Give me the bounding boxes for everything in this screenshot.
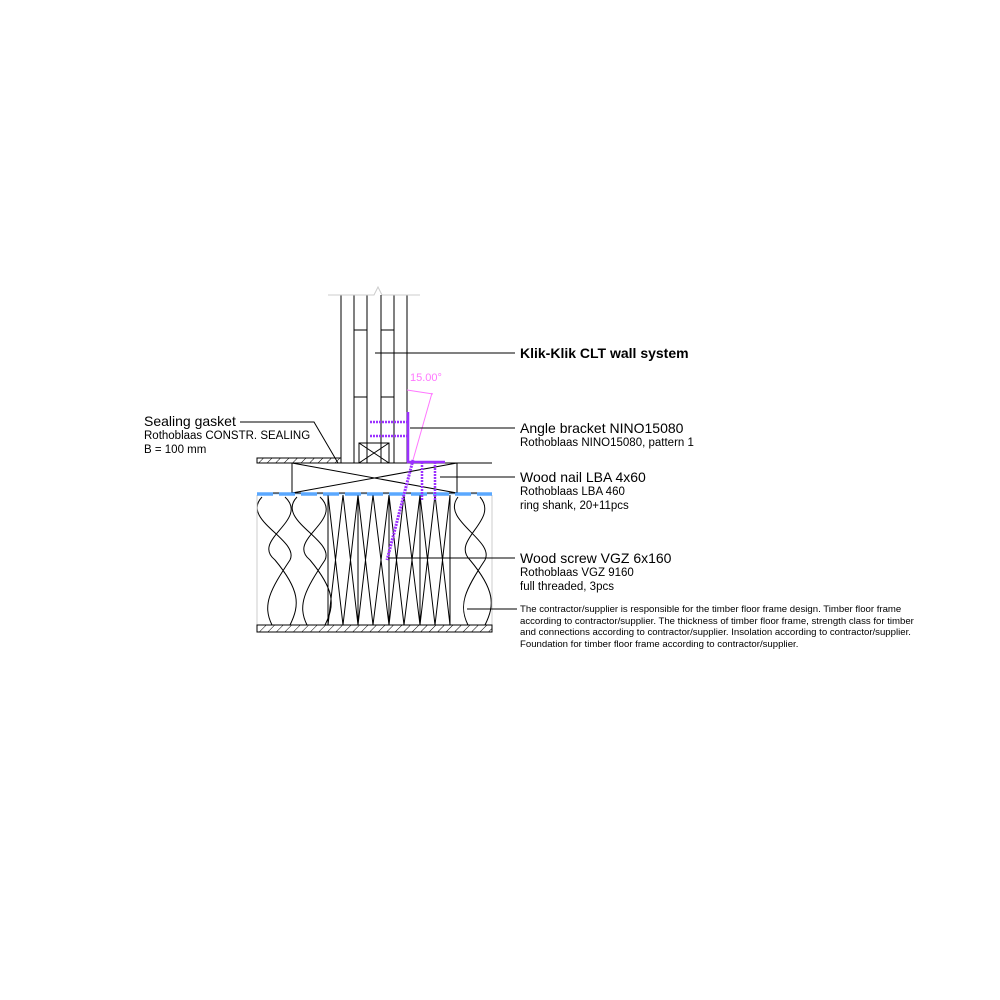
bracket-label bbox=[520, 420, 694, 450]
gasket-line2: B = 100 mm bbox=[144, 444, 207, 456]
angle-dimension: 15.00° bbox=[410, 372, 442, 384]
screw-title: Wood screw VGZ 6x160 bbox=[520, 550, 672, 566]
screw-label bbox=[520, 550, 671, 594]
nail-title: Wood nail LBA 4x60 bbox=[520, 469, 646, 485]
bracket-line1: Rothoblaas NINO15080, pattern 1 bbox=[520, 437, 694, 449]
nail-line1: Rothoblaas LBA 460 bbox=[520, 486, 625, 498]
gasket-title: Sealing gasket bbox=[144, 413, 236, 429]
contractor-note: The contractor/supplier is responsible for the timber floor frame design. Timber floor frame according to contractor/supplier. The thickness of timber floor frame, strength class for timber and connections according to contractor/supplier. Insolation according to contractor/supplier. Foundation for timber floor frame according to contractor/supplier. bbox=[520, 604, 914, 650]
insulation bbox=[257, 495, 492, 625]
gasket-label bbox=[144, 413, 310, 457]
nail-label bbox=[520, 469, 646, 513]
nail-line2: ring shank, 20+11pcs bbox=[520, 500, 629, 512]
gasket-line1: Rothoblaas CONSTR. SEALING bbox=[144, 430, 311, 442]
screw-line1: Rothoblaas VGZ 9160 bbox=[520, 567, 634, 579]
screw-line2: full threaded, 3pcs bbox=[520, 581, 614, 593]
wall-label: Klik-Klik CLT wall system bbox=[520, 345, 689, 361]
bracket-title: Angle bracket NINO15080 bbox=[520, 420, 684, 436]
